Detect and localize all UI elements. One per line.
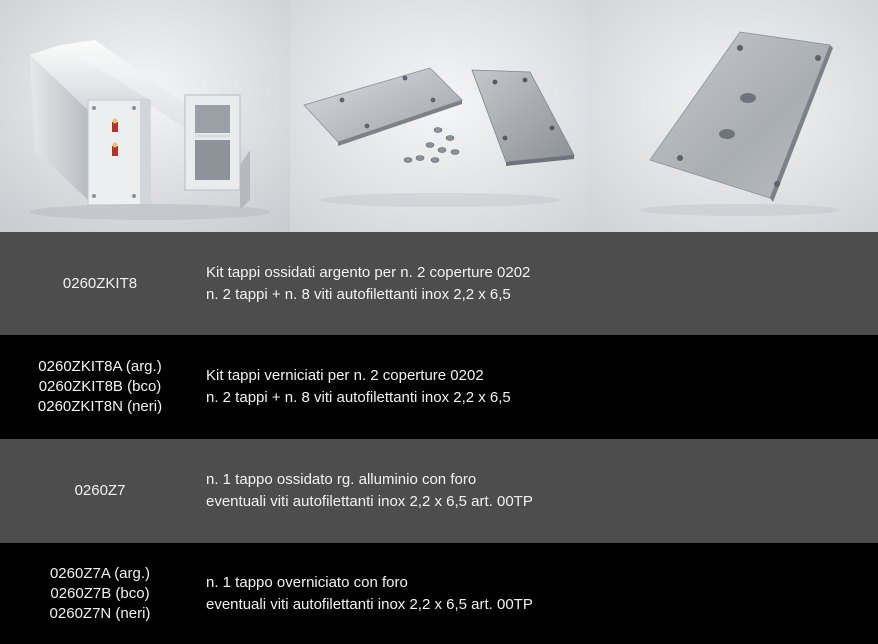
product-description-cell (200, 469, 533, 513)
photo-end-cap-with-holes (590, 0, 878, 232)
product-code: 0260Z7A (arg.) (49, 564, 151, 582)
photo-end-cap-kit (290, 0, 590, 232)
product-code: 0260Z7B (bco) (50, 584, 150, 602)
product-code: 0260ZKIT8 (62, 274, 138, 292)
table-row (0, 232, 878, 335)
table-row (0, 543, 878, 644)
product-code: 0260ZKIT8N (neri) (37, 398, 163, 415)
product-code: 0260Z7N (neri) (49, 604, 151, 622)
table-row (0, 439, 878, 543)
description-line: n. 2 tappi + n. 8 viti autofilettanti inox 2,2 x 6,5 (206, 389, 511, 406)
product-code: 0260ZKIT8A (arg.) (38, 358, 162, 375)
product-code-cell (0, 274, 200, 294)
product-description-cell (200, 572, 533, 616)
product-description-cell (200, 365, 511, 409)
product-description-cell (200, 262, 530, 306)
product-table (0, 232, 878, 644)
product-code-cell (0, 564, 200, 624)
description-line: eventuali viti autofilettanti inox 2,2 x 6,5 art. 00TP (206, 493, 533, 510)
product-code-cell (0, 357, 200, 417)
description-line: eventuali viti autofilettanti inox 2,2 x 6,5 art. 00TP (206, 595, 533, 613)
description-line: n. 1 tappo ossidato rg. alluminio con foro (206, 471, 477, 488)
description-line: Kit tappi ossidati argento per n. 2 coperture 0202 (206, 263, 531, 281)
description-line: n. 1 tappo overniciato con foro (206, 573, 408, 591)
description-line: n. 2 tappi + n. 8 viti autofilettanti inox 2,2 x 6,5 (206, 285, 511, 303)
description-line: Kit tappi verniciati per n. 2 coperture 0202 (206, 367, 484, 384)
product-code: 0260ZKIT8B (bco) (38, 378, 162, 395)
table-row (0, 335, 878, 439)
product-code: 0260Z7 (74, 482, 126, 499)
photo-profile-with-end-caps (0, 0, 290, 232)
product-photos (0, 0, 878, 232)
product-code-cell (0, 481, 200, 501)
